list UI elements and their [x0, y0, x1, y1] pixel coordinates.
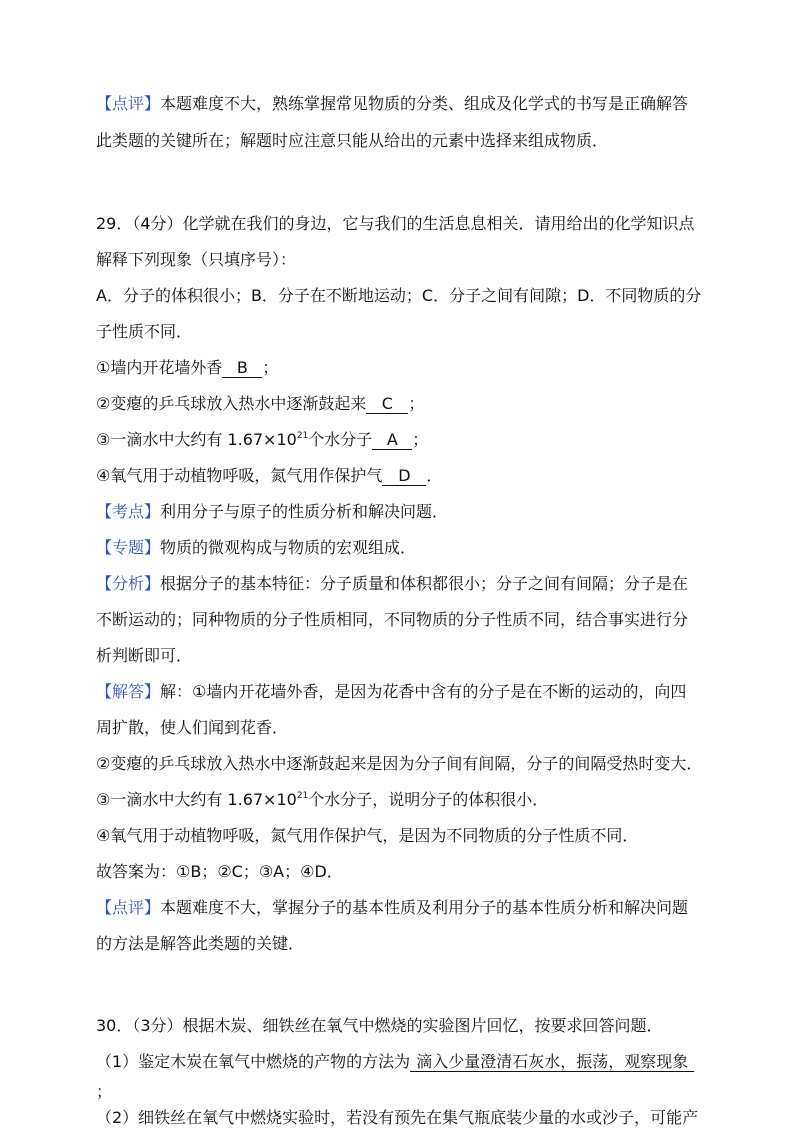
q29-options-2: 子性质不同．	[96, 322, 193, 341]
q29-header: 29．（4分）化学就在我们的身边，它与我们的生活息息相关．请用给出的化学知识点	[96, 214, 695, 233]
q29-item-3-exponent: 21	[296, 431, 309, 441]
kaodian-text: 利用分子与原子的性质分析和解决问题．	[160, 502, 449, 521]
jieda-4-exponent: 21	[296, 791, 309, 801]
q29-header-2: 解释下列现象（只填序号）：	[96, 250, 297, 269]
q29-jieda-4	[96, 790, 548, 810]
q29-item-4-text: ④氧气用于动植物呼吸，氮气用作保护气	[96, 466, 383, 485]
jieda-tag: 【解答】	[96, 682, 161, 701]
review-line-1	[96, 94, 688, 114]
q29-item-1	[96, 358, 278, 378]
q29-item-1-suffix: ；	[262, 358, 279, 377]
q29-item-3-suffix: ；	[412, 430, 429, 449]
q29-item-3	[96, 430, 428, 450]
q29-review-2: 的方法是解答此类题的关键．	[96, 934, 305, 953]
review-text-1: 本题难度不大，熟练掌握常见物质的分类、组成及化学式的书写是正确解答	[160, 94, 689, 113]
q29-item-1-text: ①墙内开花墙外香	[96, 358, 223, 377]
jieda-4-suffix: 个水分子，说明分子的体积很小．	[308, 790, 549, 809]
review-line-2: 此类题的关键所在；解题时应注意只能从给出的元素中选择来组成物质．	[96, 131, 609, 150]
q30-part-1	[96, 1052, 694, 1072]
q29-item-2-text: ②变瘪的乒乓球放入热水中逐渐鼓起来	[96, 394, 367, 413]
jieda-4-prefix: ③一滴水中大约有 1.67×10	[96, 790, 297, 809]
q29-options-1: A．分子的体积很小；B．分子在不断地运动；C．分子之间有间隙；D．不同物质的分	[96, 286, 702, 305]
q29-item-2-answer: C	[366, 395, 408, 414]
q29-item-2	[96, 394, 424, 414]
q29-item-4-answer: D	[382, 467, 426, 486]
fenxi-text-1: 根据分子的基本特征：分子质量和体积都很小；分子之间有间隔；分子是在	[160, 574, 689, 593]
q29-item-4-suffix: ．	[426, 466, 443, 485]
q29-fenxi-3: 析判断即可．	[96, 646, 193, 665]
q29-fenxi-1	[96, 574, 688, 594]
q29-item-4	[96, 466, 442, 486]
q30-part-2: （2）细铁丝在氧气中燃烧实验时，若没有预先在集气瓶底装少量的水或沙子，可能产	[96, 1108, 699, 1127]
q29-fenxi-2: 不断运动的；同种物质的分子性质相同，不同物质的分子性质不同，结合事实进行分	[96, 610, 689, 629]
q29-item-1-answer: B	[222, 359, 262, 378]
q30-part-1-text: （1）鉴定木炭在氧气中燃烧的产物的方法为	[96, 1052, 411, 1071]
q30-part-1-suffix: ；	[96, 1082, 113, 1101]
q29-jieda-1	[96, 682, 686, 702]
q30-part-1-answer: 滴入少量澄清石灰水，振荡，观察现象	[410, 1053, 694, 1072]
q29-item-2-suffix: ；	[408, 394, 425, 413]
kaodian-tag: 【考点】	[96, 502, 161, 521]
q29-jieda-2: 周扩散，使人们闻到花香．	[96, 718, 289, 737]
q29-jieda-3: ②变瘪的乒乓球放入热水中逐渐鼓起来是因为分子间有间隔，分子的间隔受热时变大．	[96, 754, 703, 773]
zhuanti-tag: 【专题】	[96, 538, 161, 557]
q29-item-3-answer: A	[372, 431, 412, 450]
jieda-text-1: 解：①墙内开花墙外香，是因为花香中含有的分子是在不断的运动的，向四	[160, 682, 687, 701]
q29-review-1	[96, 898, 688, 918]
q30-header: 30．（3分）根据木炭、细铁丝在氧气中燃烧的实验图片回忆，按要求回答问题．	[96, 1016, 663, 1035]
review-tag: 【点评】	[96, 94, 161, 113]
q29-review-text-1: 本题难度不大，掌握分子的基本性质及利用分子的基本性质分析和解决问题	[160, 898, 689, 917]
q29-jieda-5: ④氧气用于动植物呼吸，氮气用作保护气，是因为不同物质的分子性质不同．	[96, 826, 639, 845]
fenxi-tag: 【分析】	[96, 574, 161, 593]
q29-kaodian	[96, 502, 448, 522]
q29-final-answer: 故答案为：①B；②C；③A；④D．	[96, 862, 343, 881]
q29-item-3-mid: 个水分子	[308, 430, 373, 449]
q29-zhuanti	[96, 538, 416, 558]
zhuanti-text: 物质的微观构成与物质的宏观组成．	[160, 538, 417, 557]
q29-item-3-text: ③一滴水中大约有 1.67×10	[96, 430, 297, 449]
q29-review-tag: 【点评】	[96, 898, 161, 917]
